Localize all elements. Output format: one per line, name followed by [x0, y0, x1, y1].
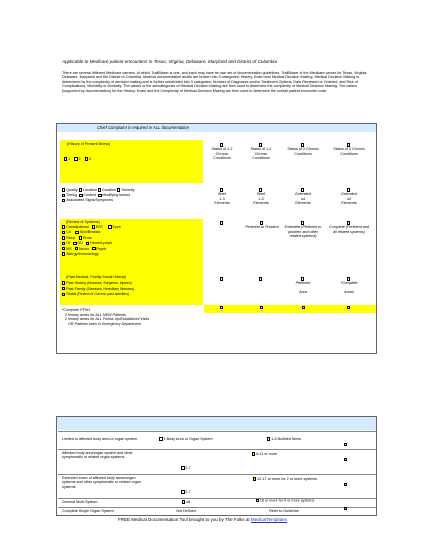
element-checkbox[interactable]: [347, 188, 350, 191]
result-checkbox[interactable]: [302, 306, 305, 309]
element-checkbox[interactable]: [259, 188, 262, 191]
ros-label: (Review of Systems): [66, 220, 100, 224]
hpi-label: (History of Present Illness): [67, 142, 111, 146]
hpi-col-checkbox[interactable]: [347, 143, 350, 146]
element-col-4: Extended ≥4 Elements: [330, 188, 368, 206]
ros-checkbox[interactable]: [347, 221, 350, 224]
ros-col-4: Complete (Pertinent and all related systems): [327, 221, 371, 234]
exam-row-1-col2: 1-5 Bulleted Items: [252, 437, 316, 441]
exam-row-2-label: Affected body area/organ system and other symptomatic or related organ systems: [62, 451, 133, 460]
exam-row-4-result: [344, 500, 348, 518]
element-checkbox[interactable]: [301, 188, 304, 191]
exam-row-5-col2: Refer to Guideline: [269, 509, 299, 513]
exam-row-3-col1: 2-7: [157, 490, 215, 494]
exam-row-2-col2: 6-11 or more: [252, 452, 316, 456]
element-col-2: Brief 1-3 Elements: [247, 188, 275, 206]
exam-row-4-col1: ≥8: [157, 500, 215, 504]
pfsh-col-3: Pertinent Area: [284, 277, 322, 295]
exam-row-2-result: [344, 451, 348, 469]
exam-row-1-col1: 1 Body Area or Organ System: [157, 437, 215, 441]
ros-col-3: Extended (Pertinent to problem and other related systems): [284, 221, 322, 239]
exam-row-5-label: Complete Single Organ System: [62, 509, 114, 513]
ros-checkbox[interactable]: [220, 221, 223, 224]
exam-row-4-label: General Multi-System: [62, 500, 98, 504]
pfsh-col-4: *Complete Areas: [330, 277, 368, 295]
pfsh-checkbox[interactable]: [220, 277, 223, 280]
exam-row-4-col2: 18 or more for 9 or more systems: [250, 499, 320, 504]
pfsh-checkbox[interactable]: [301, 277, 304, 280]
ros-items: Constitutional ENT Eyes CV Skin/Breasts Resp Endo GI GU Heme/Lymph MS Neuro Psych Allergy/Immunology: [62, 225, 121, 257]
hpi-col-checkbox[interactable]: [259, 143, 262, 146]
pfsh-col-2: [247, 277, 275, 290]
hpi-col-checkbox[interactable]: [301, 143, 304, 146]
complete-pfsh-note: *Complete PFSH 3 history areas for ALL NEW Patients 2 history areas for ALL Follow Up/Established Visits OR Patients seen in Emergency Department: [62, 308, 150, 326]
exam-row-3-label: Extended exam of affected body areas/organ systems and other symptomatic or related organ systems: [62, 476, 141, 489]
exam-row-3-result: [344, 476, 348, 494]
result-checkbox[interactable]: [220, 306, 223, 309]
hpi-col-2: Status of 1-2 Chronic Conditions: [247, 143, 275, 161]
ros-checkbox[interactable]: [260, 221, 263, 224]
exam-header-band: [57, 417, 376, 430]
hpi-block: [60, 140, 203, 183]
hpi-col-checkbox[interactable]: [220, 143, 223, 146]
pfsh-col-1: [208, 277, 236, 290]
element-col-1: Brief 1-3 Elements: [208, 188, 236, 206]
footer-link[interactable]: MedicalTemplates: [250, 517, 287, 522]
exam-row-5-col1: Not Defined: [176, 509, 196, 513]
element-checkbox[interactable]: [220, 188, 223, 191]
intro-paragraph: There are several different Medicare carriers, of which TrailBlazer is one, and each may have its own set of documentation guidelines. TrailBlazer is the Medicare carrier for Texas, Virginia, Delaware, Maryland and the District of Columbia. Medical documentation audits are broken into 3 categories: History, Exam and Medical Decision Making. Medical Decision Making is determined by the complexity of decision making and is further subdivided into 3 categories: Number of Diagnoses and/or Treatment Options, Data Reviewed or Ordered, and Risk of Complications, Morbidity or Mortality. The values of the subcategories of Medical Decision Making are then used to determine the complexity of Medical Decision Making. The values (supported by documentation) for the History, Exam and the Complexity of Medical Decision Making are then used to determine the overall patient encounter code.: [62, 71, 368, 93]
ros-col-1: [208, 221, 236, 225]
element-col-3: Extended ≥4 Elements: [284, 188, 322, 206]
exam-row-2-col1: 2-7: [157, 466, 215, 470]
result-checkbox[interactable]: [347, 306, 350, 309]
hpi-col-4: Status of 3 Chronic Conditions: [330, 143, 368, 156]
hpi-elements: Quality Location Duration Severity Timing Context Modifying factors Associated Signs/Symptoms: [62, 188, 135, 204]
chief-complaint-label: Chief Complaint is required in ALL documentation: [97, 125, 189, 130]
applicability-note: Applicable to Medicare patient encounters in Texas, Virginia, Delaware, Maryland and District of Columbia: [62, 59, 277, 64]
hpi-option-checkbox[interactable]: [74, 157, 77, 160]
pfsh-checkbox[interactable]: [259, 277, 262, 280]
ros-checkbox[interactable]: [301, 221, 304, 224]
pfsh-label: (Past Medical, Family Social History): [66, 275, 127, 279]
hpi-option-checkbox[interactable]: [85, 157, 88, 160]
pfsh-items: Past History (Illnesses, Surgeries, Injuries) Past Family (Diseases, Hereditary Illnesses) Social (Review of Current, past activities): [62, 281, 134, 298]
hpi-col-3: Status of 3 Chronic Conditions: [284, 143, 322, 156]
pfsh-checkbox[interactable]: [347, 277, 350, 280]
hpi-col-1: Status of 1-2 Chronic Conditions: [208, 143, 236, 161]
hpi-option-checkbox[interactable]: [64, 157, 67, 160]
footer: [118, 517, 287, 522]
exam-row-1-label: Limited to affected body area or organ system: [62, 437, 137, 441]
result-checkbox[interactable]: [260, 306, 263, 309]
footer-text: FREE Medical Documentation Tool brought to you by The Folks at: [118, 517, 251, 522]
ros-col-2: Pertinent to Problem: [245, 221, 279, 230]
exam-row-3-col2: 12-17 or more for 2 or more systems: [250, 477, 320, 481]
hpi-options: 1 2 3: [64, 157, 91, 161]
